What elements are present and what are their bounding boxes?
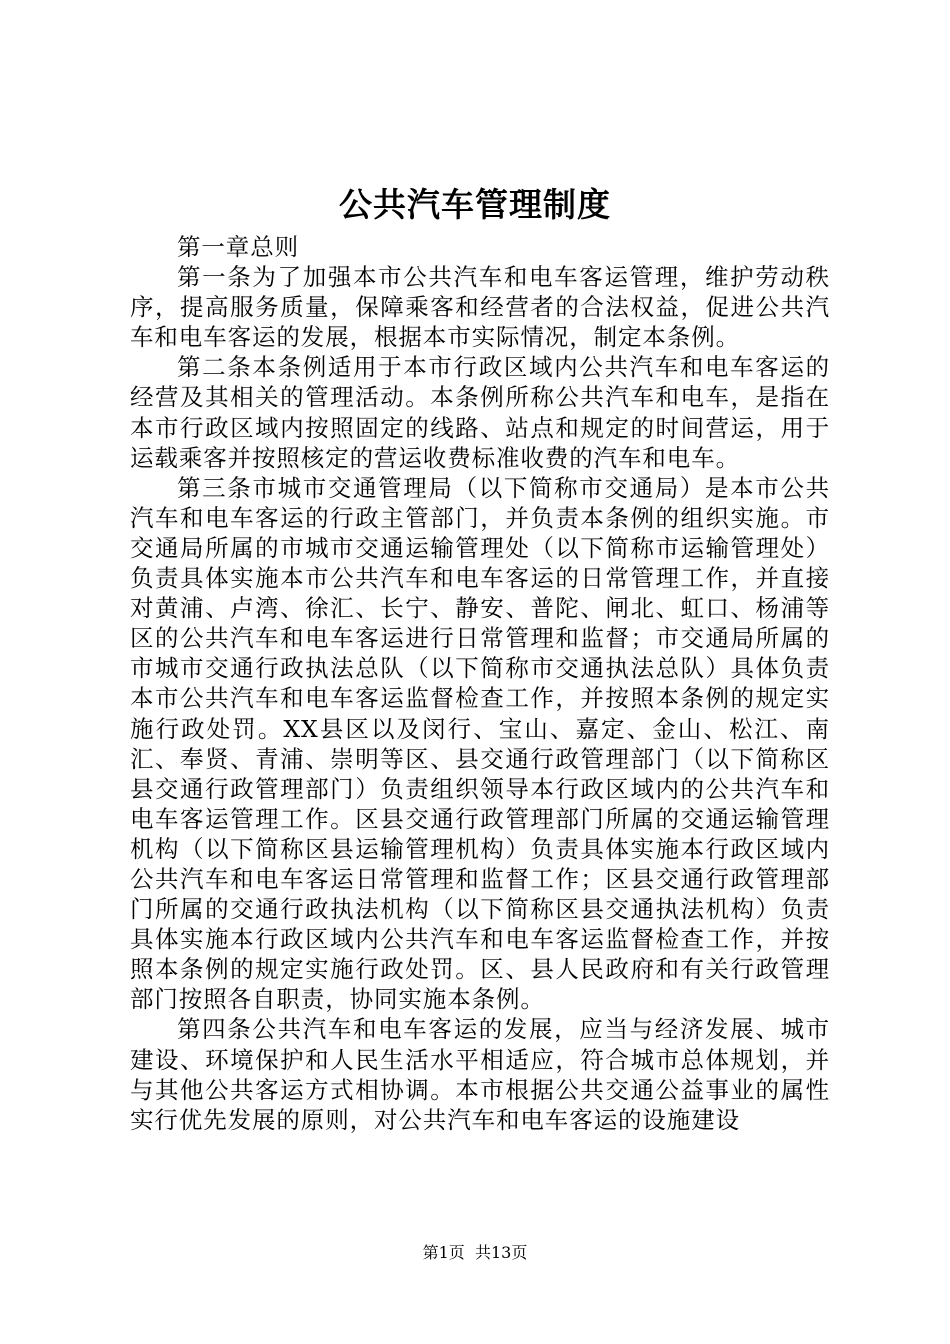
page-number-total: 共13页 — [474, 1243, 528, 1262]
document-body — [130, 232, 830, 1135]
article-4-paragraph: 第四条公共汽车和电车客运的发展，应当与经济发展、城市建设、环境保护和人民生活水平相适应，符合城市总体规划，并与其他公共客运方式相协调。本市根据公共交通公益事业的属性实行优先发展的原则，对公共汽车和电车客运的设施建设 — [130, 1015, 830, 1134]
page-number-current: 第1页 — [422, 1243, 465, 1262]
article-3-paragraph: 第三条市城市交通管理局（以下简称市交通局）是本市公共汽车和电车客运的行政主管部门，并负责本条例的组织实施。市交通局所属的市城市交通运输管理处（以下简称市运输管理处）负责具体实施本市公共汽车和电车客运的日常管理工作，并直接对黄浦、卢湾、徐汇、长宁、静安、普陀、闸北、虹口、杨浦等区的公共汽车和电车客运进行日常管理和监督；市交通局所属的市城市交通行政执法总队（以下简称市交通执法总队）具体负责本市公共汽车和电车客运监督检查工作，并按照本条例的规定实施行政处罚。XX县区以及闵行、宝山、嘉定、金山、松江、南汇、奉贤、青浦、崇明等区、县交通行政管理部门（以下简称区县交通行政管理部门）负责组织领导本行政区域内的公共汽车和电车客运管理工作。区县交通行政管理部门所属的交通运输管理机构（以下简称区县运输管理机构）负责具体实施本行政区域内公共汽车和电车客运日常管理和监督工作；区县交通行政管理部门所属的交通行政执法机构（以下简称区县交通执法机构）负责具体实施本行政区域内公共汽车和电车客运监督检查工作，并按照本条例的规定实施行政处罚。区、县人民政府和有关行政管理部门按照各自职责，协同实施本条例。 — [130, 473, 830, 1014]
footer-spacer — [465, 1243, 475, 1262]
page-footer — [0, 1242, 950, 1264]
article-1-paragraph: 第一条为了加强本市公共汽车和电车客运管理，维护劳动秩序，提高服务质量，保障乘客和经营者的合法权益，促进公共汽车和电车客运的发展，根据本市实际情况，制定本条例。 — [130, 263, 830, 352]
document-title: 公共汽车管理制度 — [339, 185, 611, 224]
article-2-paragraph: 第二条本条例适用于本市行政区域内公共汽车和电车客运的经营及其相关的管理活动。本条例所称公共汽车和电车，是指在本市行政区域内按照固定的线路、站点和规定的时间营运，用于运载乘客并按照核定的营运收费标准收费的汽车和电车。 — [130, 353, 830, 472]
chapter-heading: 第一章总则 — [177, 233, 299, 261]
